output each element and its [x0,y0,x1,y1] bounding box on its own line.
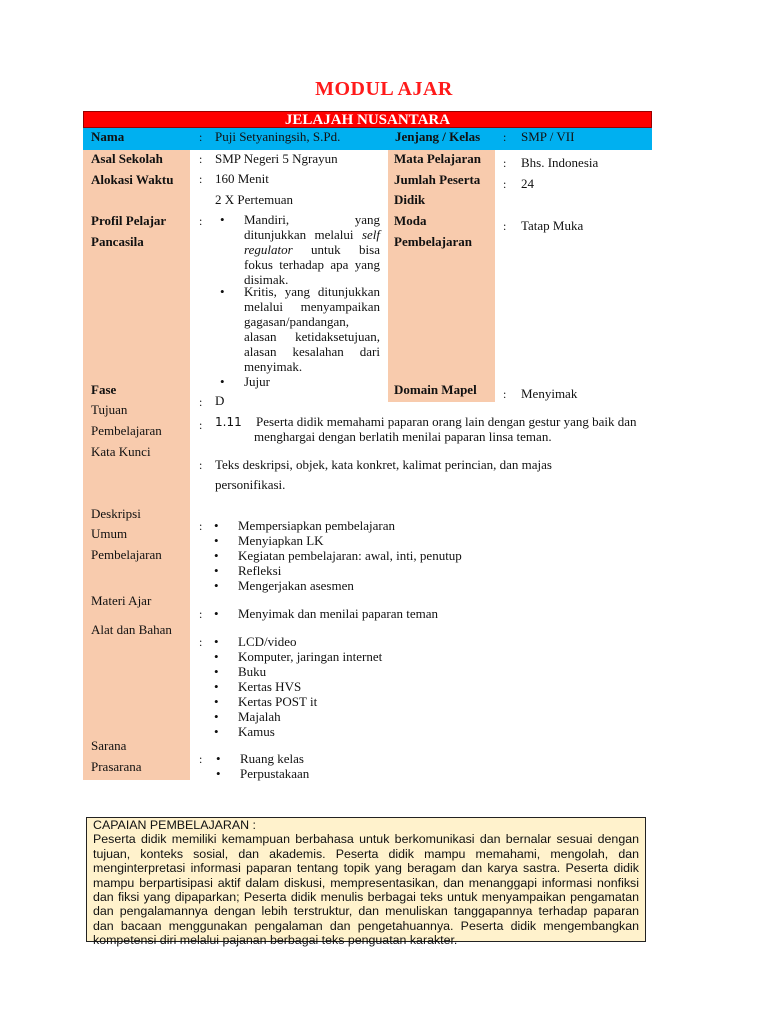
alat-item: • LCD/video [214,634,634,649]
label-umum: Umum [91,526,128,541]
materi-item: • Menyimak dan menilai paparan teman [214,606,634,621]
profil-mandiri-c: ditunjukkan melalui [244,227,362,242]
sarana-list [216,751,636,781]
label-mata-pelajaran: Mata Pelajaran [394,151,482,166]
deskripsi-item: • Mempersiapkan pembelajaran [214,518,634,533]
colon: : [199,607,203,621]
label-prasarana: Prasarana [91,759,142,774]
colon: : [199,752,203,766]
document-title: MODUL AJAR [315,78,453,100]
label-alat-bahan: Alat dan Bahan [91,622,172,637]
materi-list [214,606,634,621]
colon: : [199,130,203,144]
capaian-text: Peserta didik memiliki kemampuan berbahasa untuk berkomunikasi dan bernalar sesuai dengan tujuan, konteks sosial, dan akademis. Peserta didik mampu memahami, mengolah, dan menginterpretasi informasi paparan tentang topik yang beragam dan karya sastra. Peserta didik mampu berpartisipasi aktif dalam diskusi, mempresentasikan, dan menanggapi informasi nonfiksi dan fiksi yang dipaparkan; Peserta didik menulis berbagai teks untuk menyampaikan pengamatan dan pengalamannya dengan lebih terstruktur, dan menuliskan tanggapannya terhadap paparan dan bacaan menggunakan pengalaman dan pengetahuannya. Peserta didik mengembangkan kompetensi diri melalui pajanan berbagai teks penguatan karakter. [93,832,639,948]
value-mata-pelajaran: Bhs. Indonesia [521,155,599,170]
profil-mandiri-b: yang [354,212,380,227]
profil-item-jujur: • Jujur [220,374,380,389]
label-deskripsi-pembelajaran: Pembelajaran [91,547,162,562]
value-jenjang: SMP / VII [521,129,575,144]
tujuan-number: 1.11 [215,415,242,429]
colon: : [503,156,507,170]
colon: : [503,219,507,233]
deskripsi-item: • Mengerjakan asesmen [214,578,634,593]
label-nama: Nama [91,129,125,144]
module-banner: JELAJAH NUSANTARA [83,111,652,128]
alat-item: • Kertas POST it [214,694,634,709]
profil-list-2 [220,284,380,389]
label-deskripsi: Deskripsi [91,506,141,521]
colon: : [199,519,203,533]
alat-item: • Komputer, jaringan internet [214,649,634,664]
colon: : [199,214,203,228]
profil-mandiri-italic: self regulator [244,227,380,257]
deskripsi-item: • Refleksi [214,563,634,578]
value-asal-sekolah: SMP Negeri 5 Ngrayun [215,151,338,166]
profil-list [220,212,380,287]
deskripsi-item: • Menyiapkan LK [214,533,634,548]
colon: : [199,635,203,649]
colon: : [503,387,507,401]
label-sarana: Sarana [91,738,127,753]
capaian-heading: CAPAIAN PEMBELAJARAN : [93,818,256,832]
colon: : [503,177,507,191]
deskripsi-list [214,518,634,593]
value-pertemuan: 2 X Pertemuan [215,192,293,207]
value-moda: Tatap Muka [521,218,584,233]
label-pancasila: Pancasila [91,234,144,249]
profil-item-mandiri [220,212,380,287]
alat-item: • Buku [214,664,634,679]
colon: : [199,418,203,432]
value-domain-mapel: Menyimak [521,386,578,401]
label-fase: Fase [91,382,117,397]
kata-kunci-line2: personifikasi. [215,477,286,492]
label-asal-sekolah: Asal Sekolah [91,151,163,166]
value-nama: Puji Setyaningsih, S.Pd. [215,129,341,144]
value-fase: D [215,393,225,408]
label-tujuan: Tujuan [91,402,128,417]
colon: : [199,458,203,472]
label-moda: Moda [394,213,427,228]
sarana-item: • Ruang kelas [216,751,636,766]
value-jumlah-peserta: 24 [521,176,534,191]
alat-item: • Majalah [214,709,634,724]
colon: : [199,152,203,166]
label-alokasi-waktu: Alokasi Waktu [91,172,174,187]
alat-list [214,634,634,739]
colon: : [199,172,203,186]
kata-kunci-line1: Teks deskripsi, objek, kata konkret, kalimat perincian, dan majas [215,457,552,472]
label-tujuan-pembelajaran: Pembelajaran [91,423,162,438]
label-materi-ajar: Materi Ajar [91,593,152,608]
profil-mandiri-a: • Mandiri, [244,212,290,227]
profil-item-kritis: • Kritis, yang ditunjukkan melalui menyampaikan gagasan/pandangan, alasan ketidaksetujuan, alasan kesalahan dari menyimak. [220,284,380,374]
colon: : [199,395,203,409]
label-jenjang: Jenjang / Kelas [395,129,481,144]
label-domain-mapel: Domain Mapel [394,382,477,397]
label-profil-pelajar: Profil Pelajar [91,213,167,228]
alat-item: • Kertas HVS [214,679,634,694]
capaian-box [86,817,646,948]
label-pembelajaran: Pembelajaran [394,234,472,249]
label-jumlah-peserta: Jumlah Peserta [394,172,481,187]
sarana-item: • Perpustakaan [216,766,636,781]
alat-item: • Kamus [214,724,634,739]
profil-mandiri-d: untuk bisa fokus terhadap apa yang disimak. [244,242,380,287]
label-kata-kunci: Kata Kunci [91,444,151,459]
tujuan-text: Peserta didik memahami paparan orang lain dengan gestur yang baik dan menghargai dengan berlatih menilai paparan linsa teman. [254,414,637,444]
deskripsi-item: • Kegiatan pembelajaran: awal, inti, penutup [214,548,634,563]
colon: : [503,130,507,144]
value-alokasi-waktu: 160 Menit [215,171,269,186]
label-didik: Didik [394,192,426,207]
